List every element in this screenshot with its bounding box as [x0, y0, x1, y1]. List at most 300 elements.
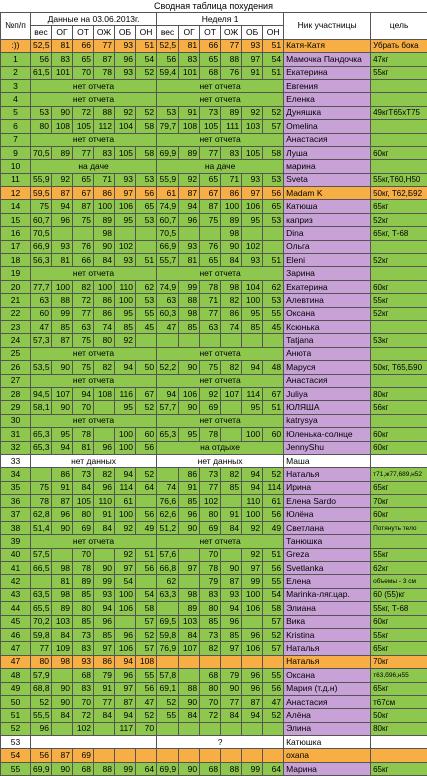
measure-cell: 85 — [94, 628, 115, 641]
measure-cell: 70 — [73, 548, 94, 561]
measure-cell: 99 — [94, 575, 115, 588]
measure-cell: 95 — [52, 428, 73, 441]
measure-cell: 88 — [179, 682, 200, 695]
nickname: Катюшка — [284, 736, 371, 749]
table-row — [1, 160, 427, 173]
measure-cell: 89 — [52, 602, 73, 615]
measure-cell: 87 — [52, 495, 73, 508]
row-number: 33 — [1, 454, 31, 467]
merged-note: нет данных — [157, 454, 284, 467]
measure-cell: 47 — [263, 695, 284, 708]
measure-cell: 67 — [263, 387, 284, 400]
measure-cell: 74,9 — [157, 280, 179, 293]
measure-cell: 106 — [115, 200, 136, 213]
measure-cell: 58,1 — [31, 401, 52, 414]
merged-note — [31, 736, 157, 749]
measure-cell — [157, 602, 179, 615]
measure-cell: 68 — [73, 669, 94, 682]
measure-cell: 55 — [263, 575, 284, 588]
measure-cell: 97 — [115, 682, 136, 695]
measure-cell: 84 — [221, 521, 242, 534]
measure-cell — [263, 655, 284, 668]
header-col-ОТ: ОТ — [73, 26, 94, 39]
measure-cell: 60,7 — [157, 213, 179, 226]
row-number: 54 — [1, 749, 31, 762]
nickname: Юленька-солнце — [284, 428, 371, 441]
measure-cell — [200, 655, 221, 668]
measure-cell — [179, 669, 200, 682]
goal — [371, 133, 427, 146]
measure-cell: 91 — [52, 481, 73, 494]
measure-cell: 100 — [115, 588, 136, 601]
row-number: 53 — [1, 736, 31, 749]
measure-cell: 55 — [157, 709, 179, 722]
row-number: 37 — [1, 508, 31, 521]
measure-cell: 65,3 — [31, 428, 52, 441]
nickname: Екатерина — [284, 280, 371, 293]
measure-cell — [52, 722, 73, 735]
measure-cell: 87 — [52, 749, 73, 762]
measure-cell: 93 — [221, 588, 242, 601]
measure-cell: 108 — [52, 120, 73, 133]
header-col-ОЖ: ОЖ — [221, 26, 242, 39]
row-number: 27 — [1, 374, 31, 387]
measure-cell: 108 — [94, 387, 115, 400]
measure-cell: 63 — [31, 294, 52, 307]
row-number: 39 — [1, 535, 31, 548]
measure-cell: 56 — [136, 187, 157, 200]
measure-cell: 84 — [221, 709, 242, 722]
goal: 60кг — [371, 508, 427, 521]
measure-cell — [115, 227, 136, 240]
measure-cell: 84 — [73, 481, 94, 494]
nickname: Наталья — [284, 642, 371, 655]
measure-cell: 94 — [242, 468, 263, 481]
row-number: 28 — [1, 387, 31, 400]
row-number: :)) — [1, 39, 31, 52]
measure-cell — [94, 722, 115, 735]
measure-cell: 107 — [179, 642, 200, 655]
measure-cell: 84 — [52, 709, 73, 722]
goal: 55кг, Т-68 — [371, 602, 427, 615]
measure-cell: 79 — [221, 669, 242, 682]
measure-cell: 81 — [179, 39, 200, 52]
table-row — [1, 736, 427, 749]
measure-cell — [200, 749, 221, 762]
measure-cell: 51 — [263, 401, 284, 414]
measure-cell — [157, 334, 179, 347]
header-no: №п/п — [1, 13, 31, 40]
measure-cell — [157, 468, 179, 481]
measure-cell: 93 — [242, 173, 263, 186]
measure-cell: 98 — [221, 280, 242, 293]
row-number: 48 — [1, 669, 31, 682]
measure-cell: 82 — [221, 468, 242, 481]
measure-cell — [221, 548, 242, 561]
measure-cell: 57,3 — [31, 334, 52, 347]
measure-cell: 75 — [31, 481, 52, 494]
measure-cell: 111 — [221, 120, 242, 133]
table-row — [1, 120, 427, 133]
measure-cell: 51 — [263, 254, 284, 267]
measure-cell: 52,5 — [157, 39, 179, 52]
measure-cell: 61 — [263, 495, 284, 508]
header-col-ОН: ОН — [136, 26, 157, 39]
measure-cell: 63,3 — [157, 588, 179, 601]
measure-cell: 52 — [136, 628, 157, 641]
measure-cell: 52 — [136, 401, 157, 414]
measure-cell: 91 — [179, 106, 200, 119]
measure-cell: 74,9 — [157, 200, 179, 213]
goal: 65кг — [371, 200, 427, 213]
measure-cell: 84 — [179, 628, 200, 641]
measure-cell: 45 — [263, 320, 284, 333]
row-number: 6 — [1, 120, 31, 133]
table-row — [1, 79, 427, 92]
measure-cell: 56 — [263, 562, 284, 575]
measure-cell: 65,3 — [31, 441, 52, 454]
measure-cell: 67 — [136, 387, 157, 400]
goal — [371, 240, 427, 253]
measure-cell: 59,5 — [31, 187, 52, 200]
measure-cell: 70 — [73, 401, 94, 414]
measure-cell: 64 — [136, 481, 157, 494]
measure-cell: 51 — [263, 66, 284, 79]
nickname: Juliya — [284, 387, 371, 400]
weight-loss-table — [0, 12, 427, 776]
measure-cell: 88 — [52, 294, 73, 307]
nickname: Елена — [284, 575, 371, 588]
measure-cell: 81 — [179, 254, 200, 267]
nickname: Катюша — [284, 200, 371, 213]
goal: 70кг — [371, 495, 427, 508]
row-number: 55 — [1, 762, 31, 775]
measure-cell — [136, 749, 157, 762]
measure-cell: 91 — [94, 508, 115, 521]
measure-cell: 95 — [179, 428, 200, 441]
measure-cell: 98 — [52, 655, 73, 668]
measure-cell: 110 — [94, 495, 115, 508]
measure-cell: 52 — [136, 468, 157, 481]
measure-cell: 104 — [115, 120, 136, 133]
measure-cell: 92 — [242, 548, 263, 561]
goal: 56кг — [371, 401, 427, 414]
measure-cell: 83 — [179, 53, 200, 66]
measure-cell: 78 — [31, 495, 52, 508]
goal: 53кг — [371, 334, 427, 347]
measure-cell: 94 — [242, 361, 263, 374]
merged-note: нет отчета — [157, 79, 284, 92]
goal — [371, 736, 427, 749]
measure-cell: 114 — [263, 481, 284, 494]
table-row — [1, 401, 427, 414]
measure-cell — [221, 655, 242, 668]
measure-cell — [115, 615, 136, 628]
table-row — [1, 173, 427, 186]
measure-cell: 89 — [73, 575, 94, 588]
header-col-ОЖ: ОЖ — [94, 26, 115, 39]
measure-cell: 77,7 — [31, 280, 52, 293]
merged-note: нет отчета — [157, 267, 284, 280]
row-number: 45 — [1, 615, 31, 628]
measure-cell: 100 — [115, 441, 136, 454]
measure-cell — [221, 428, 242, 441]
measure-cell: 102 — [115, 240, 136, 253]
table-row — [1, 240, 427, 253]
measure-cell: 65 — [200, 53, 221, 66]
table-row — [1, 468, 427, 481]
measure-cell: 107 — [52, 387, 73, 400]
merged-note: нет отчета — [31, 267, 157, 280]
merged-note: нет отчета — [31, 414, 157, 427]
measure-cell: 85 — [115, 320, 136, 333]
measure-cell: 90 — [221, 562, 242, 575]
measure-cell: 105 — [73, 120, 94, 133]
measure-cell: 103 — [179, 615, 200, 628]
measure-cell: 71 — [200, 294, 221, 307]
measure-cell: 90 — [94, 240, 115, 253]
table-row — [1, 347, 427, 360]
nickname: Танюшка — [284, 535, 371, 548]
measure-cell: 95 — [115, 401, 136, 414]
header-col-ОН: ОН — [263, 26, 284, 39]
measure-cell: 54 — [136, 53, 157, 66]
measure-cell: 94 — [52, 441, 73, 454]
measure-cell: 87 — [221, 575, 242, 588]
measure-cell: 70 — [73, 695, 94, 708]
measure-cell: 61 — [157, 187, 179, 200]
row-number: 32 — [1, 441, 31, 454]
measure-cell: 52 — [31, 695, 52, 708]
measure-cell: 69 — [200, 401, 221, 414]
nickname: Svetlanka — [284, 562, 371, 575]
measure-cell: 90 — [179, 521, 200, 534]
measure-cell: 94 — [115, 468, 136, 481]
measure-cell: 78 — [73, 562, 94, 575]
merged-note: нет отчета — [31, 79, 157, 92]
header-week: Неделя 1 — [157, 13, 284, 26]
measure-cell: 98 — [179, 588, 200, 601]
measure-cell: 108 — [179, 120, 200, 133]
table-row — [1, 374, 427, 387]
measure-cell: 87 — [73, 200, 94, 213]
measure-cell: 53 — [136, 213, 157, 226]
goal — [371, 535, 427, 548]
measure-cell: 86 — [94, 655, 115, 668]
goal — [371, 454, 427, 467]
measure-cell: 67 — [73, 187, 94, 200]
measure-cell: 102 — [200, 495, 221, 508]
measure-cell: 99 — [115, 762, 136, 775]
measure-cell: 110 — [115, 280, 136, 293]
row-number: 42 — [1, 575, 31, 588]
measure-cell: 52 — [136, 709, 157, 722]
row-number: 9 — [1, 146, 31, 159]
merged-note: ? — [157, 736, 284, 749]
measure-cell: 79 — [94, 669, 115, 682]
measure-cell: 65 — [73, 173, 94, 186]
table-row — [1, 146, 427, 159]
measure-cell — [200, 334, 221, 347]
measure-cell: 80 — [73, 602, 94, 615]
measure-cell: 55 — [263, 307, 284, 320]
measure-cell — [136, 334, 157, 347]
measure-cell: 90 — [221, 240, 242, 253]
row-number: 11 — [1, 173, 31, 186]
measure-cell: 114 — [115, 481, 136, 494]
goal — [371, 93, 427, 106]
measure-cell — [157, 722, 179, 735]
measure-cell: 96 — [242, 682, 263, 695]
measure-cell: 105 — [73, 495, 94, 508]
measure-cell: 105 — [115, 146, 136, 159]
measure-cell: 66,9 — [31, 240, 52, 253]
table-row — [1, 227, 427, 240]
measure-cell — [179, 548, 200, 561]
row-number: 23 — [1, 320, 31, 333]
row-number: 4 — [1, 93, 31, 106]
measure-cell: 96 — [94, 615, 115, 628]
merged-note: нет данных — [31, 454, 157, 467]
table-row — [1, 428, 427, 441]
measure-cell: 53 — [136, 294, 157, 307]
measure-cell: 109 — [52, 642, 73, 655]
measure-cell: 89 — [52, 146, 73, 159]
measure-cell: 60,3 — [157, 307, 179, 320]
row-number: 15 — [1, 213, 31, 226]
measure-cell: 65 — [200, 254, 221, 267]
measure-cell: 58 — [136, 602, 157, 615]
nickname: Евгения — [284, 79, 371, 92]
measure-cell: 98 — [221, 227, 242, 240]
nickname: Мамочка Пандочка — [284, 53, 371, 66]
row-number: 41 — [1, 562, 31, 575]
goal: т63,б96,н55 — [371, 669, 427, 682]
measure-cell: 94 — [115, 361, 136, 374]
row-number: 2 — [1, 66, 31, 79]
row-number: 14 — [1, 200, 31, 213]
measure-cell: 68 — [73, 762, 94, 775]
measure-cell: 83 — [73, 682, 94, 695]
measure-cell: 91 — [179, 481, 200, 494]
table-row — [1, 615, 427, 628]
goal: 60кг — [371, 428, 427, 441]
measure-cell: 96 — [94, 441, 115, 454]
measure-cell — [221, 334, 242, 347]
measure-cell: 87 — [242, 695, 263, 708]
measure-cell: 64 — [263, 762, 284, 775]
table-row — [1, 320, 427, 333]
table-row — [1, 722, 427, 735]
row-number: 40 — [1, 548, 31, 561]
measure-cell: 59,8 — [157, 628, 179, 641]
nickname: Оксана — [284, 307, 371, 320]
measure-cell: 86 — [52, 468, 73, 481]
header-col-ОБ: ОБ — [242, 26, 263, 39]
nickname: каприз — [284, 213, 371, 226]
goal: 65кг — [371, 481, 427, 494]
measure-cell: 53 — [263, 173, 284, 186]
measure-cell: 75 — [200, 361, 221, 374]
measure-cell: 61,5 — [31, 66, 52, 79]
nickname: охапа — [284, 749, 371, 762]
nickname: Greza — [284, 548, 371, 561]
measure-cell: 101 — [179, 66, 200, 79]
table-row — [1, 414, 427, 427]
measure-cell: 94 — [179, 200, 200, 213]
measure-cell: 63 — [73, 320, 94, 333]
table-row — [1, 213, 427, 226]
table-row — [1, 709, 427, 722]
merged-note: нет отчета — [157, 347, 284, 360]
measure-cell: 52 — [263, 106, 284, 119]
measure-cell: 81 — [52, 575, 73, 588]
measure-cell: 86 — [94, 307, 115, 320]
table-row — [1, 602, 427, 615]
table-row — [1, 441, 427, 454]
measure-cell: 55,9 — [31, 173, 52, 186]
measure-cell: 93 — [242, 39, 263, 52]
table-row — [1, 280, 427, 293]
measure-cell: 106 — [115, 602, 136, 615]
measure-cell: 56 — [136, 441, 157, 454]
goal: 55кг — [371, 294, 427, 307]
row-number: 38 — [1, 521, 31, 534]
measure-cell: 93 — [115, 254, 136, 267]
measure-cell: 75 — [200, 213, 221, 226]
row-number: 31 — [1, 428, 31, 441]
measure-cell: 82 — [221, 294, 242, 307]
measure-cell: 93 — [52, 240, 73, 253]
measure-cell: 96 — [221, 615, 242, 628]
measure-cell: 107 — [221, 387, 242, 400]
measure-cell: 67 — [200, 187, 221, 200]
measure-cell: 87 — [200, 200, 221, 213]
measure-cell: 93 — [73, 655, 94, 668]
measure-cell — [242, 615, 263, 628]
measure-cell: 52 — [136, 66, 157, 79]
measure-cell: 100 — [242, 428, 263, 441]
measure-cell: 66 — [73, 39, 94, 52]
measure-cell: 76 — [200, 240, 221, 253]
measure-cell — [221, 722, 242, 735]
measure-cell: 56 — [263, 508, 284, 521]
header-col-ОБ: ОБ — [115, 26, 136, 39]
measure-cell: 83 — [73, 642, 94, 655]
nickname: Kristina — [284, 628, 371, 641]
measure-cell: 93 — [179, 240, 200, 253]
goal: 52кг — [371, 307, 427, 320]
nickname: Анастасия — [284, 695, 371, 708]
measure-cell: 96 — [115, 669, 136, 682]
measure-cell: 100 — [115, 428, 136, 441]
table-row — [1, 575, 427, 588]
measure-cell: 54 — [136, 588, 157, 601]
nickname: Tatjana — [284, 334, 371, 347]
table-row — [1, 133, 427, 146]
measure-cell: 88 — [221, 762, 242, 775]
measure-cell: 49 — [263, 521, 284, 534]
measure-cell: 66 — [200, 39, 221, 52]
measure-cell: 57 — [263, 120, 284, 133]
nickname: Наталья — [284, 655, 371, 668]
row-number: 5 — [1, 106, 31, 119]
measure-cell: 100 — [242, 294, 263, 307]
measure-cell: 85 — [73, 588, 94, 601]
measure-cell: 86 — [94, 187, 115, 200]
row-number: 26 — [1, 361, 31, 374]
goal: 50кг — [371, 709, 427, 722]
